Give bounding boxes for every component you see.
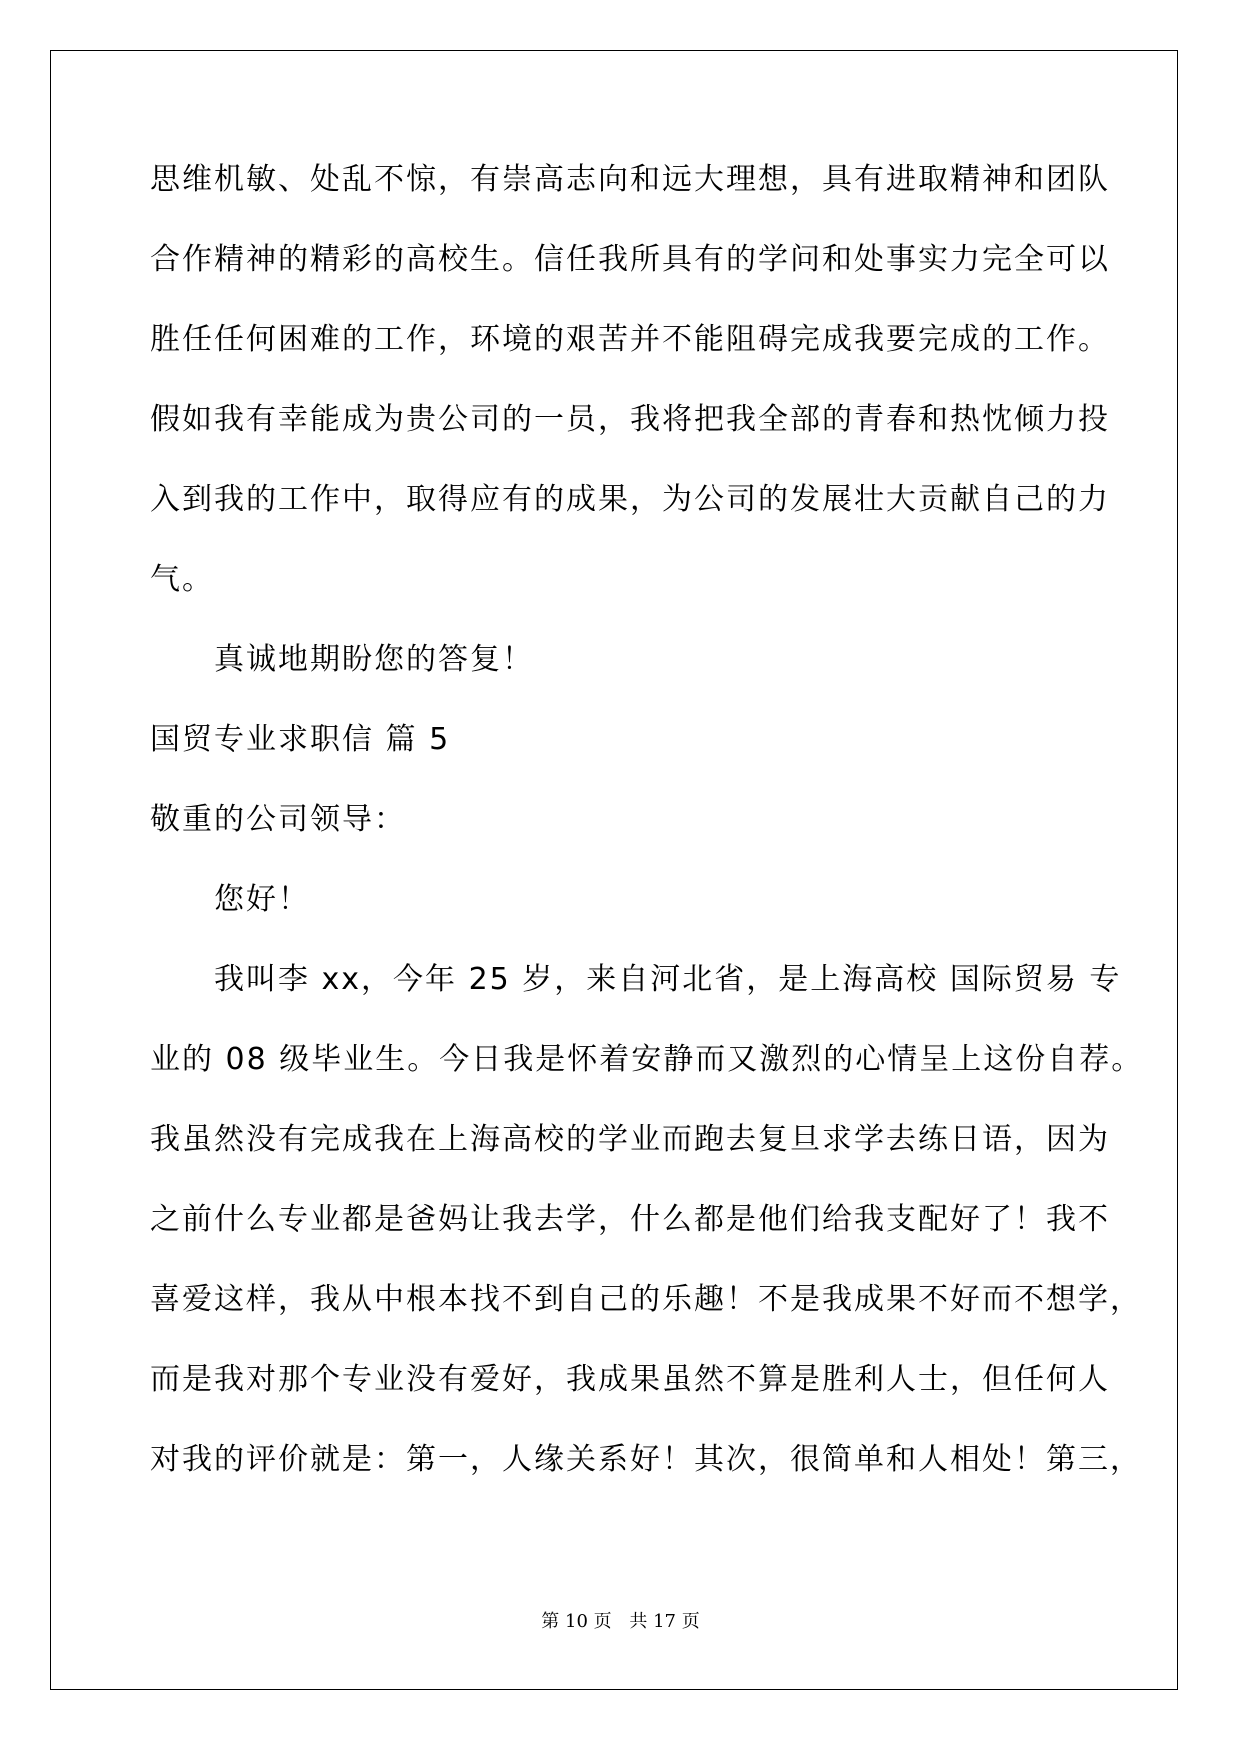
body-line: 思维机敏、处乱不惊，有崇高志向和远大理想，具有进取精神和团队 — [150, 162, 1110, 197]
page-footer — [0, 1607, 1241, 1633]
section-heading: 国贸专业求职信 篇 5 — [150, 722, 451, 757]
body-line: 合作精神的精彩的高校生。信任我所具有的学问和处事实力完全可以 — [150, 242, 1110, 277]
body-line: 胜任任何困难的工作，环境的艰苦并不能阻碍完成我要完成的工作。 — [150, 322, 1110, 357]
greeting: 您好！ — [214, 882, 310, 917]
body-line: 对我的评价就是：第一，人缘关系好！其次，很简单和人相处！第三， — [150, 1442, 1142, 1477]
salutation: 敬重的公司领导： — [150, 802, 406, 837]
body-line: 我虽然没有完成我在上海高校的学业而跑去复旦求学去练日语，因为 — [150, 1122, 1110, 1157]
body-line: 而是我对那个专业没有爱好，我成果虽然不算是胜利人士，但任何人 — [150, 1362, 1110, 1397]
body-line: 入到我的工作中，取得应有的成果，为公司的发展壮大贡献自己的力 — [150, 482, 1110, 517]
page-number: 第 10 页 — [541, 1611, 612, 1632]
body-line: 气。 — [150, 562, 214, 597]
body-line: 喜爱这样，我从中根本找不到自己的乐趣！不是我成果不好而不想学， — [150, 1282, 1142, 1317]
body-line: 业的 08 级毕业生。今日我是怀着安静而又激烈的心情呈上这份自荐。 — [150, 1042, 1144, 1077]
page-total: 共 17 页 — [629, 1611, 700, 1632]
body-line: 假如我有幸能成为贵公司的一员，我将把我全部的青春和热忱倾力投 — [150, 402, 1110, 437]
body-line: 之前什么专业都是爸妈让我去学，什么都是他们给我支配好了！我不 — [150, 1202, 1110, 1237]
body-line: 我叫李 xx，今年 25 岁，来自河北省，是上海高校 国际贸易 专 — [214, 962, 1122, 997]
closing-line: 真诚地期盼您的答复！ — [214, 642, 534, 677]
